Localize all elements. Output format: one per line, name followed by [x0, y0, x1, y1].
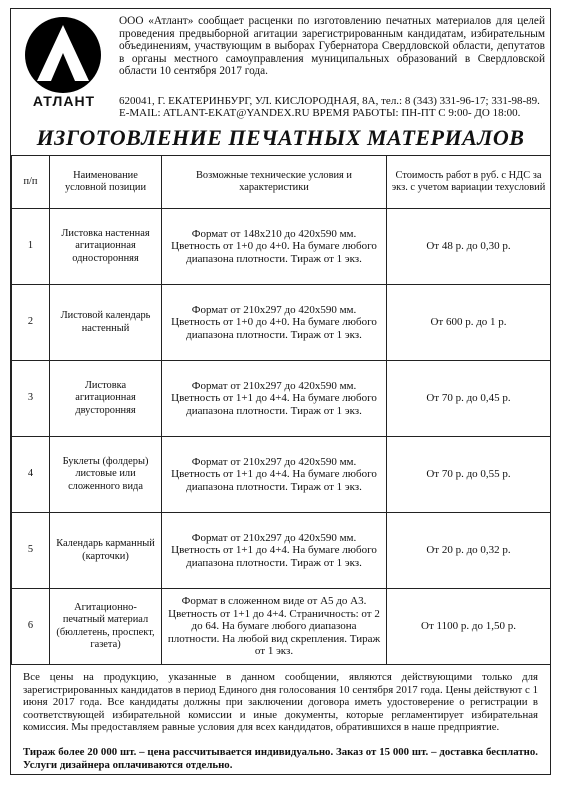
ad-page	[10, 8, 551, 775]
table-row	[12, 285, 551, 361]
table-header-row	[12, 156, 551, 209]
row-num: 3	[12, 361, 50, 437]
email-hours: E-MAIL: ATLANT-EKAT@YANDEX.RU ВРЕМЯ РАБОТЫ: ПН-ПТ С 9:00- ДО 18:00.	[119, 107, 521, 120]
row-name: Буклеты (фолдеры) листовые или сложенного вида	[50, 437, 162, 513]
table-row	[12, 589, 551, 665]
row-price: От 70 р. до 0,55 р.	[387, 437, 551, 513]
row-num: 6	[12, 589, 50, 665]
table-row	[12, 209, 551, 285]
row-conditions: Формат от 210х297 до 420х590 мм. Цветность от 1+1 до 4+4. На бумаге любого диапазона плотности. Тираж от 1 экз.	[162, 437, 387, 513]
row-conditions: Формат от 210х297 до 420х590 мм. Цветность от 1+1 до 4+4. На бумаге любого диапазона плотности. Тираж от 1 экз.	[162, 361, 387, 437]
address: 620041, Г. ЕКАТЕРИНБУРГ, УЛ. КИСЛОРОДНАЯ, 8А, тел.: 8 (343) 331-96-17; 331-98-89.	[119, 95, 540, 107]
row-price: От 600 р. до 1 р.	[387, 285, 551, 361]
row-name: Календарь карманный (карточки)	[50, 513, 162, 589]
footer-bold-note: Тираж более 20 000 шт. – цена рассчитывается индивидуально. Заказ от 15 000 шт. – доставка бесплатно. Услуги дизайнера оплачиваются отдельно.	[23, 745, 538, 771]
page-title: ИЗГОТОВЛЕНИЕ ПЕЧАТНЫХ МАТЕРИАЛОВ	[36, 125, 525, 150]
row-conditions: Формат от 210х297 до 420х590 мм. Цветность от 1+0 до 4+0. На бумаге любого диапазона плотности. Тираж от 1 экз.	[162, 285, 387, 361]
footer	[11, 665, 550, 771]
footer-note: Все цены на продукцию, указанные в данном сообщении, являются действующими только для зарегистрированных кандидатов в период Единого дня голосования 10 сентября 2017 года. Цены действуют с 1 июня 2017 года. Все кандидаты должны при заключении договора иметь удостоверение о регистрации в соответствующей избирательной комиссии и иные документы, которые регламентирует избирательная комиссия. Мы предоставляем равные условия для всех кандидатов, обратившихся в наше предприятие.	[23, 671, 538, 734]
row-name: Листовка настенная агитационная односторонняя	[50, 209, 162, 285]
header	[11, 9, 550, 121]
col-header-price: Стоимость работ в руб. с НДС за экз. с учетом вариации техусловий	[387, 156, 551, 209]
row-price: От 70 р. до 0,45 р.	[387, 361, 551, 437]
table-row	[12, 361, 551, 437]
row-num: 1	[12, 209, 50, 285]
row-num: 5	[12, 513, 50, 589]
row-price: От 48 р. до 0,30 р.	[387, 209, 551, 285]
row-price: От 20 р. до 0,32 р.	[387, 513, 551, 589]
row-name: Листовка агитационная двусторонняя	[50, 361, 162, 437]
price-table	[11, 155, 551, 665]
contacts	[119, 95, 545, 120]
row-conditions: Формат в сложенном виде от А5 до А3. Цветность от 1+1 до 4+4. Страничность: от 2 до 64. На бумаге любого диапазона плотности. На любой вид скрепления. Тираж от 1 экз.	[162, 589, 387, 665]
row-num: 4	[12, 437, 50, 513]
table-row	[12, 513, 551, 589]
intro-text: ООО «Атлант» сообщает расценки по изготовлению печатных материалов для целей проведения предвыборной агитации зарегистрированным кандидатам, избирательным объединениям, участвующим в выборах Губернатора Свердловской области, депутатов в органы местного самоуправления муниципальных образований в Свердловской области 10 сентября 2017 года.	[119, 15, 545, 78]
logo-wordmark: АТЛАНТ	[32, 93, 96, 109]
col-header-conditions: Возможные технические условия и характеристики	[162, 156, 387, 209]
row-conditions: Формат от 148х210 до 420х590 мм. Цветность от 1+0 до 4+0. На бумаге любого диапазона плотности. Тираж от 1 экз.	[162, 209, 387, 285]
col-header-name: Наименование условной позиции	[50, 156, 162, 209]
row-num: 2	[12, 285, 50, 361]
row-name: Листовой календарь настенный	[50, 285, 162, 361]
col-header-num: п/п	[12, 156, 50, 209]
row-price: От 1100 р. до 1,50 р.	[387, 589, 551, 665]
row-name: Агитационно-печатный материал (бюллетень, проспект, газета)	[50, 589, 162, 665]
row-conditions: Формат от 210х297 до 420х590 мм. Цветность от 1+1 до 4+4. На бумаге любого диапазона плотности. Тираж от 1 экз.	[162, 513, 387, 589]
table-row	[12, 437, 551, 513]
